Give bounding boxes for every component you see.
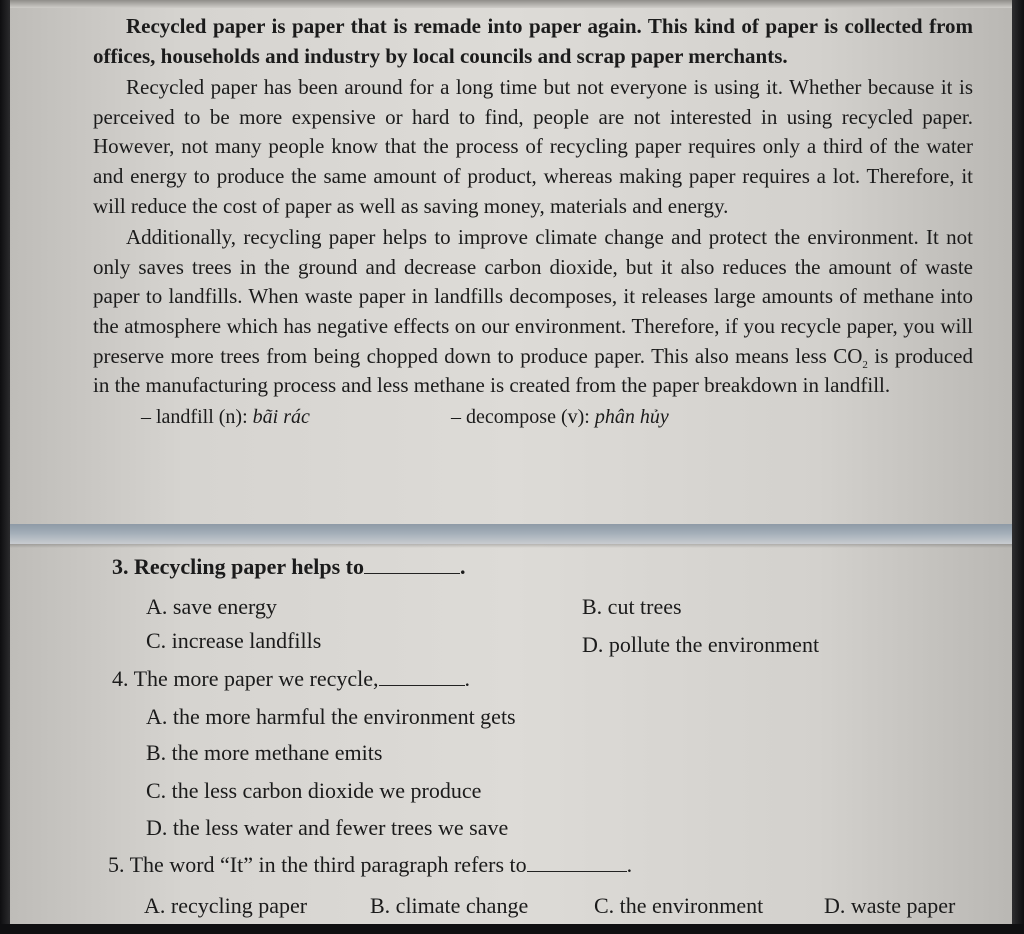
answer-blank bbox=[527, 853, 627, 872]
bottom-shadow-edge bbox=[0, 924, 1024, 934]
page-fold-divider bbox=[10, 524, 1012, 544]
option-3a: A. save energy bbox=[146, 594, 277, 619]
option-5c: C. the environment bbox=[594, 893, 764, 918]
gloss-landfill: – landfill (n): bãi rác bbox=[141, 405, 310, 428]
question-4: 4. The more paper we recycle, . bbox=[112, 666, 471, 691]
top-cropped-edge bbox=[10, 0, 1012, 8]
answer-blank bbox=[379, 667, 465, 686]
right-shadow-edge bbox=[1012, 0, 1024, 934]
reading-passage bbox=[93, 12, 973, 435]
option-5d: D. waste paper bbox=[824, 893, 956, 918]
option-5b: B. climate change bbox=[370, 893, 529, 918]
paragraph-3-part-b: is produced in the manufacturing process and less methane is created from the paper breakdown in landfill. bbox=[93, 343, 973, 398]
question-3: 3. Recycling paper helps to . bbox=[112, 554, 466, 579]
option-3c: C. increase landfills bbox=[146, 628, 322, 653]
paragraph-3-part-a: Additionally, recycling paper helps to improve climate change and protect the environment. It not only saves trees in the ground and decrease carbon dioxide, but it also reduces the amount of waste paper to landfills. When waste paper in landfills decomposes, it releases large amounts of methane into the atmosphere which has negative effects on our environment. Therefore, if you recycle paper, you will preserve more trees from being chopped down to produce paper. This also means less CO bbox=[93, 225, 973, 368]
paragraph-1: Recycled paper is paper that is remade into paper again. This kind of paper is collected from offices, households and industry by local councils and scrap paper merchants. bbox=[93, 14, 973, 68]
question-5: 5. The word “It” in the third paragraph refers to . bbox=[108, 852, 633, 877]
option-3b: B. cut trees bbox=[582, 594, 682, 619]
left-shadow-edge bbox=[0, 0, 10, 934]
option-4c: C. the less carbon dioxide we produce bbox=[146, 778, 482, 803]
glossary bbox=[93, 403, 973, 435]
option-4b: B. the more methane emits bbox=[146, 740, 383, 765]
gloss-decompose: – decompose (v): phân hủy bbox=[451, 405, 669, 428]
answer-blank bbox=[364, 555, 460, 574]
paragraph-2: Recycled paper has been around for a long time but not everyone is using it. Whether because it is perceived to be more expensive or hard to find, people are not interested in using recycled paper. However, not many people know that the process of recycling paper requires only a third of the water and energy to produce the same amount of product, whereas making paper requires a lot. Therefore, it will reduce the cost of paper as well as saving money, materials and energy. bbox=[93, 75, 973, 218]
option-4a: A. the more harmful the environment gets bbox=[146, 704, 516, 729]
co2-subscript: 2 bbox=[862, 358, 868, 371]
option-3d: D. pollute the environment bbox=[582, 632, 820, 657]
option-5a: A. recycling paper bbox=[144, 893, 308, 918]
paragraph-3 bbox=[93, 223, 973, 401]
option-4d: D. the less water and fewer trees we save bbox=[146, 815, 509, 840]
